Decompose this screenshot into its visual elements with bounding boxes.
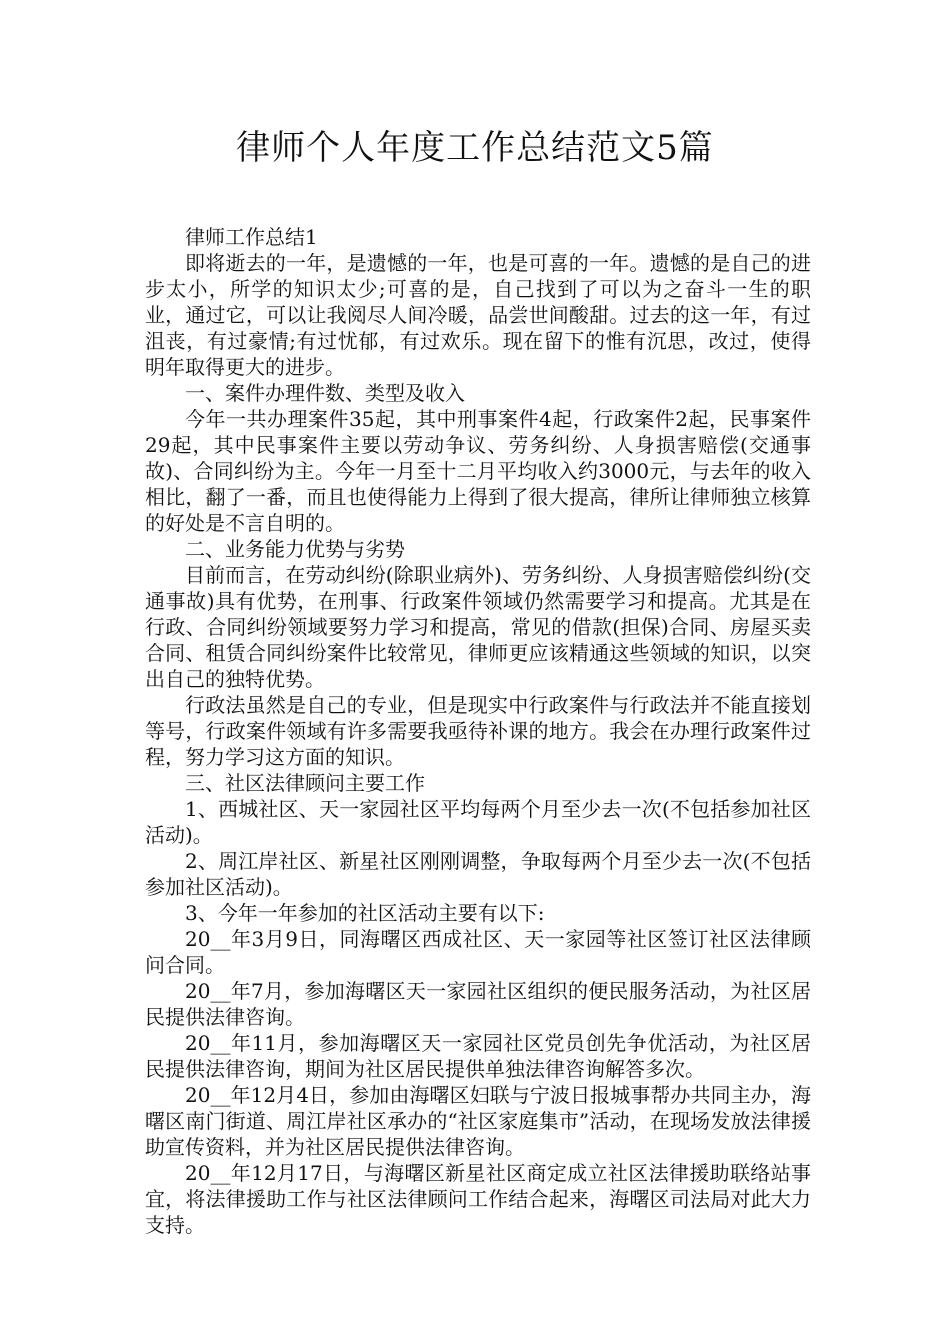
list-item: 2、周江岸社区、新星社区刚刚调整，争取每两个月至少去一次(不包括参加社区活动)。 [145,849,811,899]
activity-item: 20__年7月，参加海曙区天一家园社区组织的便民服务活动，为社区居民提供法律咨询。 [145,979,811,1029]
body-paragraph: 今年一共办理案件35起，其中刑事案件4起，行政案件2起，民事案件29起，其中民事案件主要以劳动争议、劳务纠纷、人身损害赔偿(交通事故)、合同纠纷为主。今年一月至十二月平均收入约3000元，与去年的收入相比，翻了一番，而且也使得能力上得到了很大提高，律所让律师独立核算的好处是不言自明的。 [145,407,811,535]
activity-item: 20__年11月，参加海曙区天一家园社区党员创先争优活动，为社区居民提供法律咨询，期间为社区居民提供单独法律咨询解答多次。 [145,1031,811,1081]
activity-item: 20__年3月9日，同海曙区西成社区、天一家园等社区签订社区法律顾问合同。 [145,927,811,977]
body-paragraph: 即将逝去的一年，是遗憾的一年，也是可喜的一年。遗憾的是自己的进步太小，所学的知识太少;可喜的是，自己找到了可以为之奋斗一生的职业，通过它，可以让我阅尽人间冷暖，品尝世间酸甜。过去的这一年，有过沮丧，有过豪情;有过忧郁，有过欢乐。现在留下的惟有沉思，改过，使得明年取得更大的进步。 [145,251,811,379]
activity-item: 20__年12月17日，与海曙区新星社区商定成立社区法律援助联络站事宜，将法律援助工作与社区法律顾问工作结合起来，海曙区司法局对此大力支持。 [145,1161,811,1237]
body-paragraph: 行政法虽然是自己的专业，但是现实中行政案件与行政法并不能直接划等号，行政案件领域有许多需要我亟待补课的地方。我会在办理行政案件过程，努力学习这方面的知识。 [145,693,811,769]
section-heading: 二、业务能力优势与劣势 [185,537,405,561]
list-item: 3、今年一年参加的社区活动主要有以下: [185,901,545,925]
activity-item: 20__年12月4日，参加由海曙区妇联与宁波日报城事帮办共同主办，海曙区南门街道、周江岸社区承办的“社区家庭集市”活动，在现场发放法律援助宣传资料，并为社区居民提供法律咨询。 [145,1083,811,1159]
document-body [145,224,811,1238]
document-title: 律师个人年度工作总结范文5篇 [236,128,714,168]
section-heading: 律师工作总结1 [185,225,318,249]
body-paragraph: 目前而言，在劳动纠纷(除职业病外)、劳务纠纷、人身损害赔偿纠纷(交通事故)具有优势，在刑事、行政案件领域仍然需要学习和提高。尤其是在行政、合同纠纷领域要努力学习和提高，常见的借款(担保)合同、房屋买卖合同、租赁合同纠纷案件比较常见，律师更应该精通这些领域的知识，以突出自己的独特优势。 [145,563,811,691]
section-heading: 一、案件办理件数、类型及收入 [185,381,465,405]
list-item: 1、西城社区、天一家园社区平均每两个月至少去一次(不包括参加社区活动)。 [145,797,811,847]
section-heading: 三、社区法律顾问主要工作 [185,771,425,795]
